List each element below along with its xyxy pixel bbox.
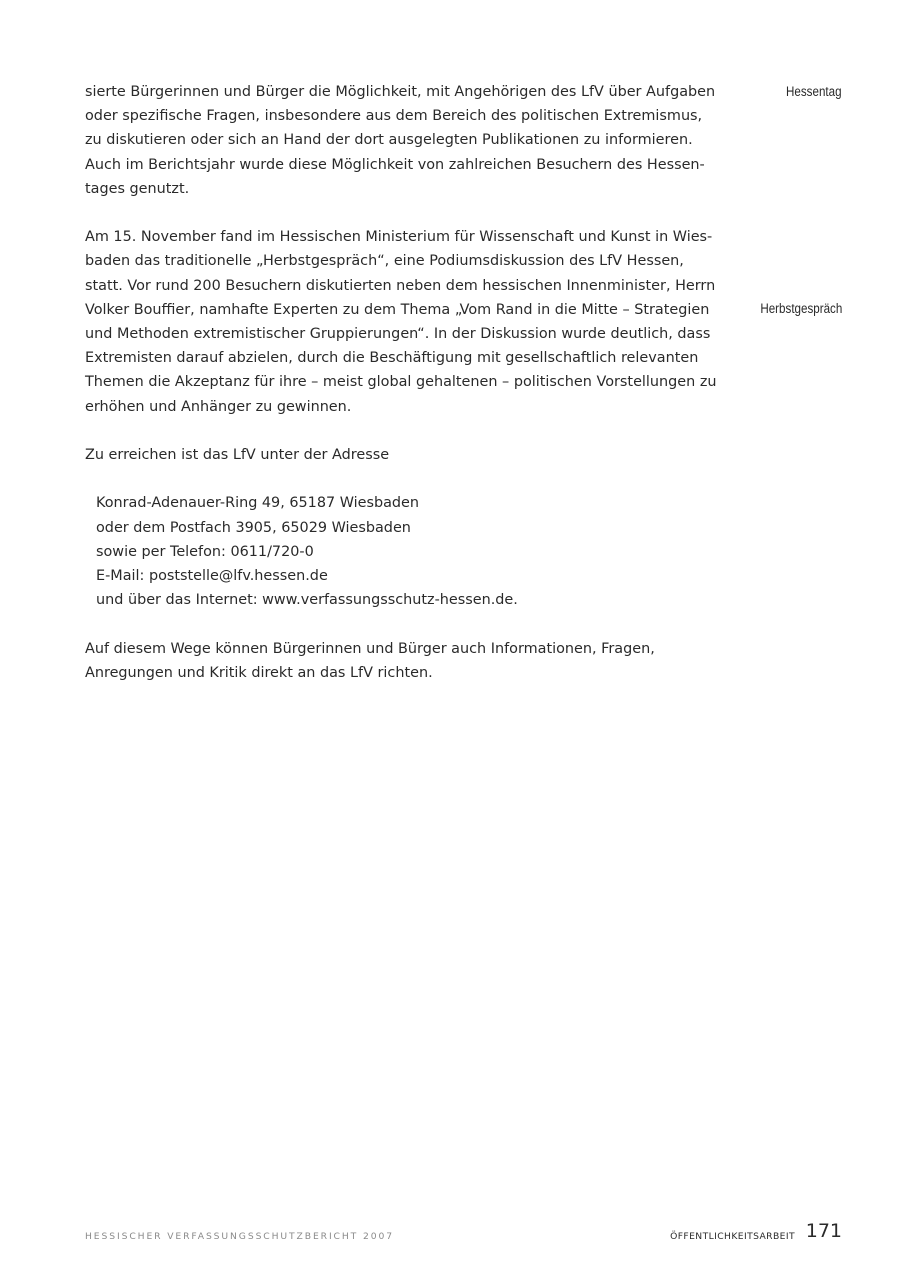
text-line: zu diskutieren oder sich an Hand der dort ausgelegten Publikationen zu informieren. [85, 132, 693, 149]
text-line: Auch im Berichtsjahr wurde diese Möglichkeit von zahlreichen Besuchern des Hessen- [85, 156, 705, 173]
text-line: sierte Bürgerinnen und Bürger die Möglichkeit, mit Angehörigen des LfV über Aufgaben [85, 84, 716, 100]
text-line: und Methoden extremistischer Gruppierungen“. In der Diskussion wurde deutlich, dass [85, 326, 711, 343]
body-text [85, 80, 717, 709]
paragraph-herbstgespraech [85, 225, 717, 419]
text-line: Am 15. November fand im Hessischen Ministerium für Wissenschaft und Kunst in Wies- [85, 229, 713, 246]
text-line: Extremisten darauf abzielen, durch die Beschäftigung mit gesellschaftlich relevanten [85, 350, 699, 367]
text-line: Themen die Akzeptanz für ihre – meist global gehaltenen – politischen Vorstellungen zu [85, 374, 717, 391]
text-line: Anregungen und Kritik direkt an das LfV richten. [85, 664, 433, 681]
text-line: baden das traditionelle „Herbstgespräch“, eine Podiumsdiskussion des LfV Hessen, [85, 253, 684, 270]
address-street: Konrad-Adenauer-Ring 49, 65187 Wiesbaden [96, 495, 420, 512]
address-website: und über das Internet: www.verfassungsschutz-hessen.de. [96, 592, 518, 609]
address-phone: sowie per Telefon: 0611/720-0 [96, 543, 314, 560]
text-line: tages genutzt. [85, 180, 190, 197]
text-line: statt. Vor rund 200 Besuchern diskutierten neben dem hessischen Innenminister, Herrn [85, 277, 716, 294]
text-line: Volker Bouffier, namhafte Experten zu dem Thema „Vom Rand in die Mitte – Strategien [85, 301, 710, 318]
text-line: erhöhen und Anhänger zu gewinnen. [85, 398, 352, 415]
footer-section-title: ÖFFENTLICHKEITSARBEIT [670, 1231, 795, 1242]
paragraph-hessentag [85, 80, 716, 201]
address-email: E-Mail: poststelle@lfv.hessen.de [96, 568, 328, 585]
page-number: 171 [805, 1220, 842, 1242]
paragraph-address-intro: Zu erreichen ist das LfV unter der Adresse [85, 447, 390, 464]
margin-note-hessentag: Hessentag [786, 84, 842, 99]
address-postbox: oder dem Postfach 3905, 65029 Wiesbaden [96, 519, 411, 536]
footer-publication-title: HESSISCHER VERFASSUNGSSCHUTZBERICHT 2007 [85, 1231, 394, 1242]
text-line: oder spezifische Fragen, insbesondere aus dem Bereich des politischen Extremismus, [85, 108, 703, 125]
margin-note-herbstgespraech: Herbstgespräch [760, 301, 842, 316]
address-block [96, 491, 671, 612]
paragraph-contact [85, 637, 671, 685]
text-line: Auf diesem Wege können Bürgerinnen und Bürger auch Informationen, Fragen, [85, 640, 655, 657]
